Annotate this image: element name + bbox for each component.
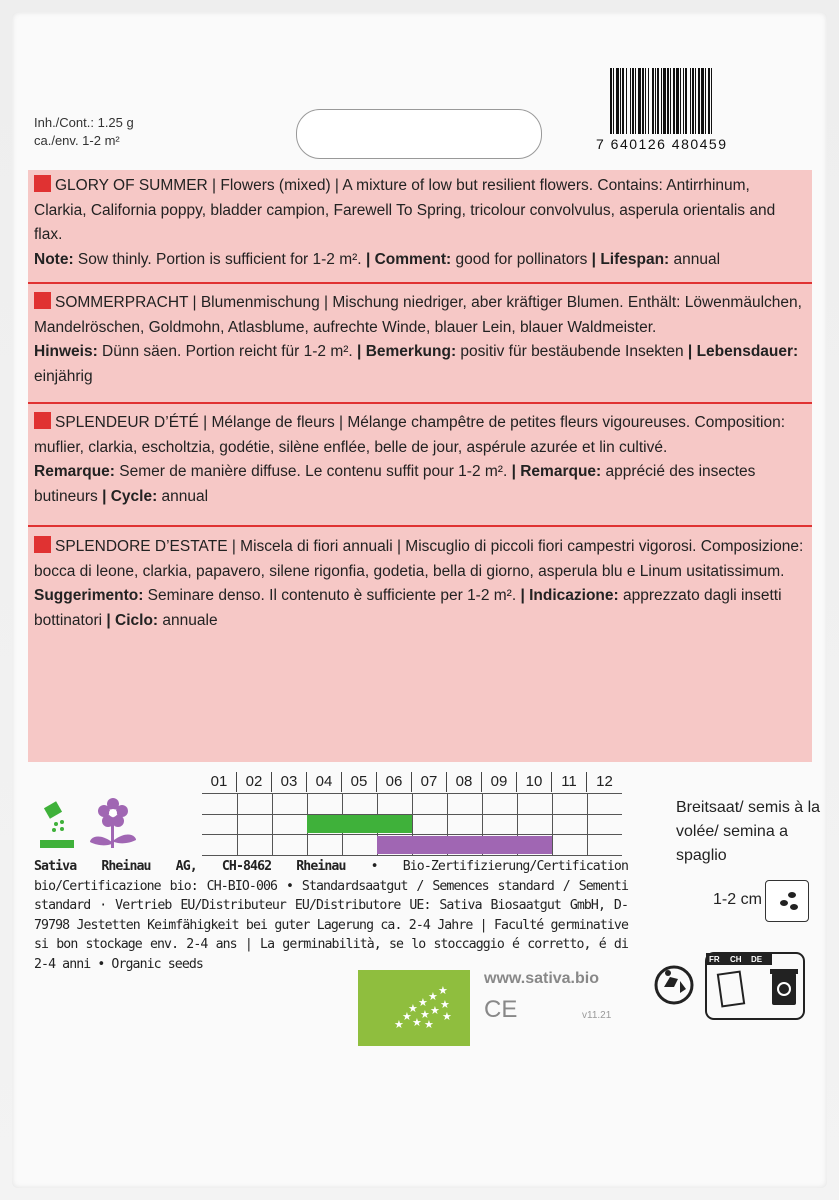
section-fr-text: SPLENDEUR D’ÉTÉ | Mélange de fleurs | Mélange champêtre de petites fleurs vigoureuses. Composition: muflier, clarkia, escholtzia, godétie, silène enflée, belle de jour, aspérule azurée et lin cultivé.: [34, 414, 786, 456]
calendar-column-line: [237, 793, 238, 855]
svg-text:★: ★: [428, 990, 438, 1003]
section-en-text: GLORY OF SUMMER | Flowers (mixed) | A mixture of low but resilient flowers. Contains: Antirrhinum, Clarkia, California poppy, bladder campion, Farewell To Spring, tricolour convolvulus, asperula orientalis and flax.: [34, 177, 776, 244]
version-label: v11.21: [582, 1010, 612, 1021]
divider: [28, 402, 812, 404]
month-label: 01: [202, 772, 237, 792]
seed-depth-icon: [765, 880, 809, 922]
section-en-value-2: good for pollinators: [451, 250, 592, 268]
content-weight: Inh./Cont.: 1.25 g: [34, 115, 134, 130]
section-fr-label-1: Remarque:: [34, 463, 115, 481]
section-fr: [34, 411, 806, 509]
month-label: 10: [517, 772, 552, 792]
calendar-column-line: [552, 793, 553, 855]
section-fr-value-3: annual: [157, 487, 209, 505]
month-label: 04: [307, 772, 342, 792]
section-it-label-1: Suggerimento:: [34, 587, 144, 605]
svg-text:★: ★: [394, 1018, 404, 1031]
paper-bin-icon: [718, 972, 744, 1007]
svg-text:★: ★: [430, 1004, 440, 1017]
section-it-label-2: | Indicazione:: [520, 587, 619, 605]
section-de-value-2: positiv für bestäubende Insekten: [456, 343, 688, 361]
section-de: [34, 291, 806, 389]
month-label: 11: [552, 772, 587, 792]
company-name: Sativa Rheinau AG, CH-8462 Rheinau: [34, 859, 346, 874]
svg-text:★: ★: [442, 1010, 452, 1023]
sowing-calendar: [202, 772, 622, 792]
calendar-legend-icons: [38, 796, 148, 852]
section-fr-value-2: apprécié des insectes butineurs: [34, 463, 756, 505]
divider: [28, 525, 812, 527]
red-square-icon: [34, 292, 51, 309]
section-en-value-3: annual: [669, 250, 721, 268]
recycling-info: [650, 951, 810, 1023]
month-label: 03: [272, 772, 307, 792]
section-de-label-1: Hinweis:: [34, 343, 98, 361]
section-de-label-2: | Bemerkung:: [357, 343, 457, 361]
recycle-label-fr: FR: [709, 955, 720, 964]
calendar-column-line: [272, 793, 273, 855]
content-area: ca./env. 1-2 m²: [34, 133, 120, 148]
section-it-text: SPLENDORE D’ESTATE | Miscela di fiori annuali | Miscuglio di piccoli fiori campestri vigorosi. Composizione: bocca di leone, clarkia, papavero, silene rigonfia, godetia, bella di giorno, asperula blu e Linum usitatissimum.: [34, 538, 804, 580]
section-fr-value-1: Semer de manière diffuse. Le contenu suffit pour 1-2 m².: [114, 463, 512, 481]
divider: [28, 282, 812, 284]
website-link[interactable]: www.sativa.bio: [484, 970, 599, 987]
month-label: 08: [447, 772, 482, 792]
calendar-grid: [202, 793, 622, 857]
svg-text:★: ★: [440, 998, 450, 1011]
section-de-label-3: | Lebensdauer:: [687, 343, 799, 361]
month-label: 09: [482, 772, 517, 792]
section-en: [34, 174, 806, 272]
month-label: 05: [342, 772, 377, 792]
company-info: [34, 857, 628, 974]
hang-hole: [296, 109, 542, 159]
svg-text:★: ★: [438, 984, 448, 997]
flower-icon: [90, 798, 136, 848]
trash-bin-icon: [770, 969, 798, 1005]
svg-text:★: ★: [424, 1018, 434, 1031]
month-label: 12: [596, 773, 613, 790]
section-en-label-2: | Comment:: [365, 250, 452, 268]
svg-text:★: ★: [402, 1010, 412, 1023]
section-de-value-3: einjährig: [34, 367, 93, 385]
section-de-value-1: Dünn säen. Portion reicht für 1-2 m².: [97, 343, 358, 361]
section-en-value-1: Sow thinly. Portion is sufficient for 1-2 m².: [73, 250, 366, 268]
red-square-icon: [34, 175, 51, 192]
recycle-label-de: DE: [751, 955, 763, 964]
ce-mark: CE: [484, 996, 518, 1023]
section-it-value-3: annuale: [158, 611, 218, 629]
section-de-text: SOMMERPRACHT | Blumenmischung | Mischung niedriger, aber kräftiger Blumen. Enthält: Löwenmäulchen, Mandelröschen, Goldmohn, Atlasblume, aufrechte Winde, blauer Lein, blauer Waldmeister.: [34, 294, 802, 336]
svg-text:★: ★: [418, 996, 428, 1009]
month-label: 02: [237, 772, 272, 792]
section-fr-label-3: | Cycle:: [102, 487, 158, 505]
section-en-label-1: Note:: [34, 250, 74, 268]
triman-icon: [656, 967, 692, 1003]
sowing-method: Breitsaat/ semis à la volée/ semina a spaglio: [676, 799, 821, 864]
section-en-label-3: | Lifespan:: [591, 250, 670, 268]
month-label: 07: [412, 772, 447, 792]
calendar-column-line: [587, 793, 588, 855]
recycle-label-ch: CH: [730, 955, 742, 964]
svg-text:★: ★: [408, 1002, 418, 1015]
eu-organic-logo: [358, 970, 470, 1046]
section-it-value-1: Seminare denso. Il contenuto è sufficiente per 1-2 m².: [143, 587, 521, 605]
barcode: [608, 68, 768, 140]
section-it-label-3: | Ciclo:: [106, 611, 159, 629]
section-fr-label-2: | Remarque:: [511, 463, 602, 481]
svg-text:★: ★: [412, 1016, 422, 1029]
sowing-period-bar: [307, 815, 412, 833]
barcode-number: 7 640126 480459: [596, 136, 728, 152]
content-info: [34, 114, 134, 150]
red-square-icon: [34, 536, 51, 553]
calendar-months: [202, 772, 622, 792]
flowering-period-bar: [377, 836, 552, 854]
svg-text:★: ★: [420, 1008, 430, 1021]
red-square-icon: [34, 412, 51, 429]
section-it: [34, 535, 806, 633]
month-label: 06: [377, 772, 412, 792]
company-text: • Bio-Zertifizierung/Certification bio/Certificazione bio: CH-BIO-006 • Standardsaatgut / Semences standard / Sementi standard · Vertrieb EU/Distributeur EU/Distributore UE: Sativa Biosaatgut GmbH, D-79798 Jestetten Keimfähigkeit bei guter Lagerung ca. 2-4 Jahre | Faculté germinative si bon stockage env. 2-4 ans | La germinabilità, se lo stoccaggio é corretto, é di 2-4 anni • Organic seeds: [34, 859, 628, 972]
sowing-icon: [40, 801, 74, 848]
section-it-value-2: apprezzato dagli insetti bottinatori: [34, 587, 782, 629]
sowing-depth: 1-2 cm: [713, 891, 762, 908]
